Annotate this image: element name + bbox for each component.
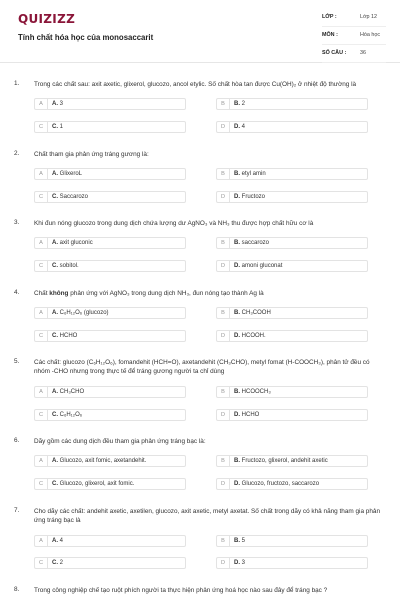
option-label: C. <box>52 412 58 418</box>
option-label: A. <box>52 101 58 107</box>
meta-value-class: Lớp 12 <box>360 14 378 20</box>
option-a[interactable] <box>34 535 186 547</box>
option-label: A. <box>52 310 58 316</box>
option-text: Saccarozo <box>59 194 89 200</box>
option-text: C₆H₁₂O₆ <box>59 412 83 418</box>
option-a[interactable] <box>34 455 186 467</box>
option-letter: D <box>217 558 230 568</box>
option-letter: A <box>35 169 48 179</box>
option-text: saccarozo <box>241 240 270 246</box>
option-label: C. <box>52 333 58 339</box>
emphasis-not: không <box>49 290 69 297</box>
question-number: 7. <box>14 507 20 514</box>
option-b[interactable] <box>216 535 368 547</box>
meta-label-subject: MÔN : <box>322 32 338 38</box>
option-d[interactable] <box>216 191 368 203</box>
option-text: HCOOCH₃ <box>241 389 271 395</box>
option-text: Glucozo, fructozo, saccarozo <box>241 481 320 487</box>
option-letter: B <box>217 387 230 397</box>
option-label: B. <box>234 458 240 464</box>
option-letter: D <box>217 122 230 132</box>
question-number: 3. <box>14 219 20 226</box>
option-label: B. <box>234 240 240 246</box>
option-text: Fructozo, glixerol, andehit axetic <box>241 458 328 464</box>
option-d[interactable] <box>216 409 368 421</box>
option-label: B. <box>234 310 240 316</box>
option-text: HCHO <box>241 412 260 418</box>
option-c[interactable] <box>34 121 186 133</box>
option-label: A. <box>52 458 58 464</box>
meta-row-subject <box>322 30 386 45</box>
worksheet-header <box>0 0 400 63</box>
question-number: 4. <box>14 289 20 296</box>
option-text: 4 <box>241 124 246 130</box>
option-c[interactable] <box>34 330 186 342</box>
option-label: C. <box>52 560 58 566</box>
option-letter: B <box>217 238 230 248</box>
meta-label-count: SỐ CÂU : <box>322 50 347 56</box>
option-d[interactable] <box>216 121 368 133</box>
option-d[interactable] <box>216 260 368 272</box>
option-label: B. <box>234 101 240 107</box>
option-a[interactable] <box>34 307 186 319</box>
option-text: HCHO <box>59 333 78 339</box>
option-label: D. <box>234 481 240 487</box>
option-text: Glucozo, glixerol, axit fomic. <box>59 481 135 487</box>
option-letter: C <box>35 122 48 132</box>
option-c[interactable] <box>34 191 186 203</box>
option-label: A. <box>52 240 58 246</box>
option-letter: B <box>217 456 230 466</box>
question-number: 5. <box>14 358 20 365</box>
meta-value-subject: Hóa học <box>360 32 381 38</box>
option-letter: D <box>217 331 230 341</box>
option-c[interactable] <box>34 409 186 421</box>
option-letter: D <box>217 479 230 489</box>
option-label: C. <box>52 194 58 200</box>
option-b[interactable] <box>216 98 368 110</box>
option-letter: B <box>217 308 230 318</box>
option-a[interactable] <box>34 386 186 398</box>
meta-row-count <box>322 48 386 63</box>
option-text: 3 <box>241 560 246 566</box>
question-text: Cho dãy các chất: andehit axetic, axetilen, glucozo, axit axetic, metyl axetat. Số chất trong dãy có khả năng tham gia phản ứng tráng bạc là <box>34 508 381 524</box>
question-text: Dãy gồm các dung dịch đều tham gia phản ứng tráng bạc là: <box>34 438 206 445</box>
option-letter: A <box>35 456 48 466</box>
question-number: 8. <box>14 586 20 593</box>
option-label: C. <box>52 124 58 130</box>
option-label: D. <box>234 560 240 566</box>
option-text: C₆H₁₂O₆ (glucozo) <box>59 310 109 316</box>
option-d[interactable] <box>216 330 368 342</box>
question-text: Khi đun nóng glucozo trong dung dịch chứa lượng dư AgNO₃ và NH₃ thu được hợp chất hữu cơ là <box>34 220 314 227</box>
option-letter: D <box>217 410 230 420</box>
question-text: Chất tham gia phản ứng tráng gương là: <box>34 151 149 158</box>
option-b[interactable] <box>216 455 368 467</box>
option-label: D. <box>234 412 240 418</box>
option-letter: A <box>35 99 48 109</box>
question-text: Chất không phản ứng với AgNO₃ trong dung dịch NH₃, đun nóng tạo thành Ag là <box>34 290 264 297</box>
question-number: 1. <box>14 80 20 87</box>
option-label: D. <box>234 124 240 130</box>
option-a[interactable] <box>34 168 186 180</box>
option-letter: B <box>217 169 230 179</box>
option-text: HCOOH. <box>241 333 266 339</box>
question-number: 6. <box>14 437 20 444</box>
meta-value-count: 36 <box>360 50 366 56</box>
option-text: CH₃COOH <box>241 310 271 316</box>
option-text: 5 <box>241 538 246 544</box>
meta-label-class: LỚP : <box>322 14 337 20</box>
option-b[interactable] <box>216 168 368 180</box>
option-c[interactable] <box>34 557 186 569</box>
option-label: A. <box>52 389 58 395</box>
option-label: B. <box>234 538 240 544</box>
question-text: Trong các chất sau: axit axetic, glixerol, glucozo, ancol etylic. Số chất hòa tan được Cu(OH)₂ ở nhiệt độ thường là <box>34 81 357 88</box>
option-letter: D <box>217 192 230 202</box>
option-c[interactable] <box>34 478 186 490</box>
meta-row-class <box>322 12 386 27</box>
option-text: Fructozo <box>241 194 266 200</box>
option-text: CH₃CHO <box>59 389 85 395</box>
option-letter: D <box>217 261 230 271</box>
option-label: A. <box>52 171 58 177</box>
option-label: A. <box>52 538 58 544</box>
worksheet-title: Tính chất hóa học của monosaccarit <box>18 33 154 42</box>
option-letter: C <box>35 192 48 202</box>
option-b[interactable] <box>216 237 368 249</box>
option-letter: C <box>35 479 48 489</box>
option-letter: A <box>35 387 48 397</box>
option-letter: A <box>35 308 48 318</box>
option-label: D. <box>234 333 240 339</box>
option-text: etyl amin <box>241 171 266 177</box>
option-text: 3 <box>59 101 64 107</box>
option-c[interactable] <box>34 260 186 272</box>
meta-panel <box>322 12 386 66</box>
option-text: 2 <box>59 560 64 566</box>
question-number: 2. <box>14 150 20 157</box>
option-d[interactable] <box>216 478 368 490</box>
option-text: sobitol. <box>59 263 79 269</box>
option-text: axit gluconic <box>59 240 93 246</box>
question-text: Các chất: glucozo (C₆H₁₂O₆), fomandehit (HCH=O), axetandehit (CH₃CHO), metyl fomat (H-COOCH₃), phân tử đều có nhóm -CHO nhưng trong thực tế để tráng gương người ta chỉ dùng <box>34 359 370 375</box>
option-label: C. <box>52 263 58 269</box>
option-letter: C <box>35 261 48 271</box>
option-text: 1 <box>59 124 64 130</box>
option-a[interactable] <box>34 98 186 110</box>
quizizz-logo: QUIZIZZ <box>18 12 76 26</box>
option-label: B. <box>234 171 240 177</box>
option-text: amoni gluconat <box>241 263 283 269</box>
option-label: B. <box>234 389 240 395</box>
option-text: 4 <box>59 538 64 544</box>
option-letter: B <box>217 536 230 546</box>
option-letter: B <box>217 99 230 109</box>
option-b[interactable] <box>216 307 368 319</box>
option-d[interactable] <box>216 557 368 569</box>
option-label: D. <box>234 263 240 269</box>
option-b[interactable] <box>216 386 368 398</box>
option-text: GlixeroL <box>59 171 83 177</box>
option-letter: C <box>35 410 48 420</box>
option-letter: A <box>35 238 48 248</box>
option-text: 2 <box>241 101 246 107</box>
option-letter: C <box>35 558 48 568</box>
option-a[interactable] <box>34 237 186 249</box>
question-text: Trong công nghiệp chế tạo ruột phích người ta thực hiện phản ứng hoá học nào sau đây để tráng bạc ? <box>34 587 328 594</box>
option-text: Glucozo, axit fomic, axetandehit. <box>59 458 147 464</box>
option-letter: A <box>35 536 48 546</box>
option-label: C. <box>52 481 58 487</box>
option-letter: C <box>35 331 48 341</box>
option-label: D. <box>234 194 240 200</box>
